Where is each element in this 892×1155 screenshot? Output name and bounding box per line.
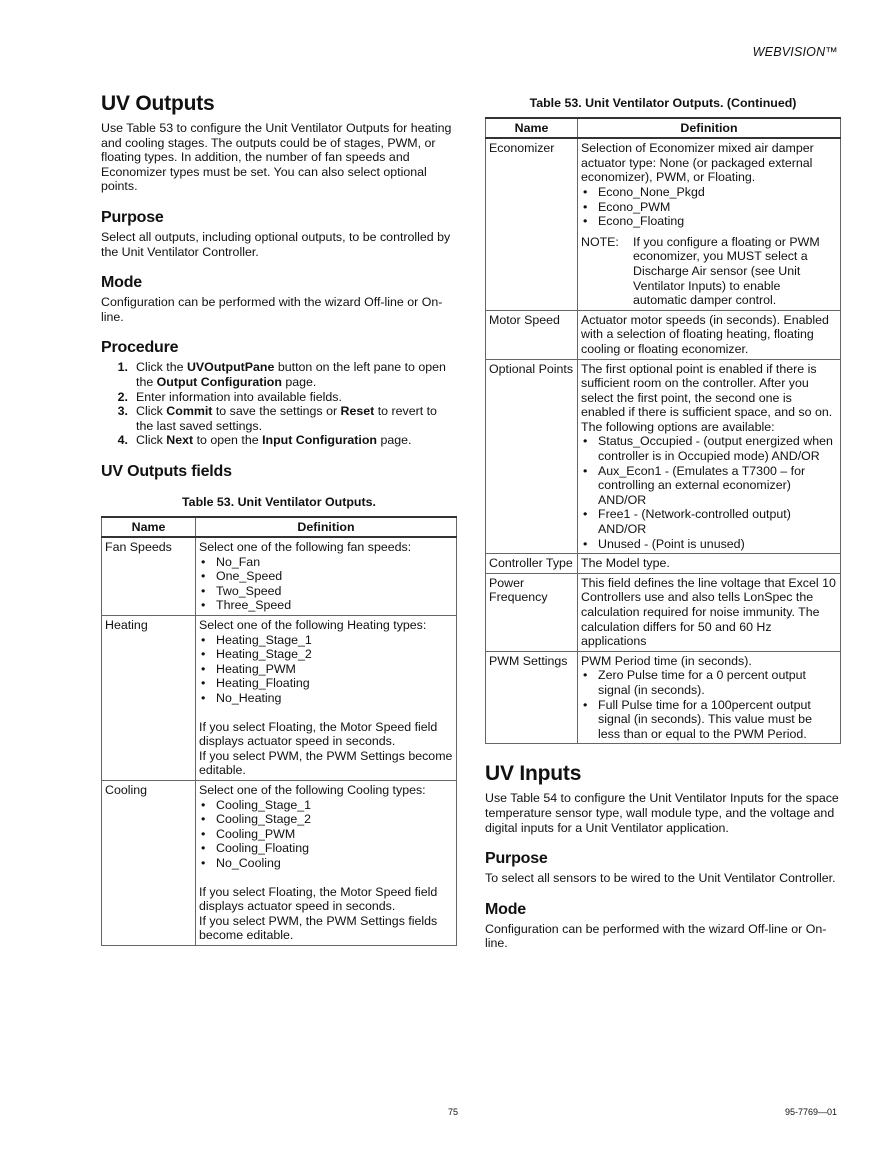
row-definition: [578, 651, 841, 744]
row-name: Cooling: [102, 781, 196, 946]
step-number: 2.: [117, 389, 128, 404]
procedure-step: [101, 360, 457, 389]
mode-text: Configuration can be performed with the wizard Off-line or On-line.: [101, 295, 443, 324]
row-name: PWM Settings: [486, 651, 578, 744]
option-list: [199, 555, 453, 613]
column-header-name: Name: [486, 118, 578, 139]
option-list: [581, 434, 837, 551]
section-title-uv-outputs: UV Outputs: [101, 92, 215, 115]
column-header-definition: Definition: [578, 118, 841, 139]
procedure-step: [101, 404, 457, 433]
option-item: • No_Heating: [199, 691, 453, 706]
option-item: • Heating_Stage_1: [199, 633, 453, 648]
row-name: Economizer: [486, 138, 578, 310]
table-row: [486, 310, 841, 359]
definition-lead: Select one of the following Heating types:: [199, 618, 427, 633]
left-column: [101, 92, 457, 946]
step-text-part: to revert to the last saved settings.: [136, 404, 437, 433]
inputs-mode-heading: Mode: [485, 900, 526, 918]
row-name: Optional Points: [486, 359, 578, 554]
step-text: [136, 433, 457, 448]
table-row: [486, 573, 841, 651]
option-item: • Cooling_PWM: [199, 827, 453, 842]
fields-heading: UV Outputs fields: [101, 462, 232, 480]
table-caption: Table 53. Unit Ventilator Outputs.: [182, 494, 376, 509]
option-item: • Status_Occupied - (output energized when controller is in Occupied mode) AND/OR: [581, 434, 837, 463]
procedure-list: [101, 360, 457, 448]
option-list: [581, 668, 837, 741]
option-item: • Cooling_Floating: [199, 841, 453, 856]
step-bold-term: Output Configuration: [156, 374, 282, 389]
step-bold-term: Input Configuration: [262, 433, 377, 448]
note-block: [581, 235, 837, 308]
option-item: • No_Fan: [199, 555, 453, 570]
option-item: • No_Cooling: [199, 856, 453, 871]
step-text-part: Click: [136, 433, 167, 448]
note-label: NOTE:: [581, 234, 619, 249]
row-name: Power Frequency: [486, 573, 578, 651]
inputs-mode-text: Configuration can be performed with the wizard Off-line or On-line.: [485, 921, 827, 951]
option-item: • Two_Speed: [199, 584, 453, 599]
option-item: • Three_Speed: [199, 598, 453, 613]
step-bold-term: Commit: [166, 404, 213, 419]
inputs-purpose-heading: Purpose: [485, 850, 548, 868]
row-definition: This field defines the line voltage that Excel 10 Controllers use and also tells LonSpec the calculation required for noise immunity. The calculation differs for 50 and 60 Hz applications: [578, 573, 841, 651]
table-row: [102, 616, 457, 781]
definition-lead: Selection of Economizer mixed air damper actuator type: None (or packaged external economizer), PWM, or Floating.: [581, 141, 814, 185]
row-name: Fan Speeds: [102, 537, 196, 615]
uv-inputs-intro: Use Table 54 to configure the Unit Ventilator Inputs for the space temperature sensor type, wall module type, and the voltage and digital inputs for a Unit Ventilator application.: [485, 791, 839, 835]
row-definition: [578, 359, 841, 554]
document-code: 95-7769—01: [784, 1107, 837, 1117]
section-title-uv-inputs: UV Inputs: [485, 762, 582, 786]
step-number: 4.: [117, 433, 128, 448]
row-definition: The Model type.: [578, 554, 841, 574]
option-item: • Full Pulse time for a 100percent output signal (in seconds). This value must be less than or equal to the PWM Period.: [581, 698, 837, 742]
table-row: [486, 138, 841, 310]
note-text: If you configure a floating or PWM economizer, you MUST select a Discharge Air sensor (see Unit Ventilator Inputs) to enable automatic damper control.: [633, 234, 820, 308]
step-bold-term: Next: [166, 433, 194, 448]
option-list: [581, 185, 837, 229]
table-header-row: [102, 517, 457, 538]
step-text-part: to save the settings or: [212, 404, 341, 419]
definition-note: If you select Floating, the Motor Speed field displays actuator speed in seconds.: [199, 719, 438, 749]
procedure-step: [101, 390, 457, 405]
purpose-heading: Purpose: [101, 208, 164, 226]
outputs-table-continued: [485, 117, 841, 745]
table-row: [486, 651, 841, 744]
purpose-text: Select all outputs, including optional outputs, to be controlled by the Unit Ventilator Controller.: [101, 229, 451, 259]
step-number: 1.: [117, 360, 128, 375]
row-name: Heating: [102, 616, 196, 781]
table-caption-continued: Table 53. Unit Ventilator Outputs. (Continued): [529, 96, 797, 110]
definition-lead: The first optional point is enabled if there is sufficient room on the controller. After you select the first point, the second one is enabled if there is sufficient space, and so on.: [581, 361, 833, 420]
table-row: [486, 554, 841, 574]
step-text: [136, 404, 457, 433]
row-definition: [196, 537, 457, 615]
definition-lead: Select one of the following fan speeds:: [199, 540, 412, 555]
option-item: • Aux_Econ1 - (Emulates a T7300 – for controlling an external economizer) AND/OR: [581, 464, 837, 508]
row-definition: Actuator motor speeds (in seconds). Enabled with a selection of floating heating, floating cooling or floating economizer.: [578, 310, 841, 359]
option-item: • Heating_Stage_2: [199, 647, 453, 662]
option-item: • One_Speed: [199, 569, 453, 584]
row-name: Controller Type: [486, 554, 578, 574]
option-item: • Free1 - (Network-controlled output) AND/OR: [581, 507, 837, 536]
option-list: [199, 633, 453, 706]
table-row: [102, 781, 457, 946]
row-name: Motor Speed: [486, 310, 578, 359]
option-item: • Heating_Floating: [199, 676, 453, 691]
step-text: [136, 360, 457, 389]
definition-note: If you select PWM, the PWM Settings fields become editable.: [199, 913, 438, 943]
option-list: [199, 798, 453, 871]
definition-note: If you select Floating, the Motor Speed field displays actuator speed in seconds.: [199, 884, 438, 914]
definition-lead: PWM Period time (in seconds).: [581, 653, 752, 668]
option-item: • Heating_PWM: [199, 662, 453, 677]
procedure-heading: Procedure: [101, 339, 179, 357]
right-column: [485, 92, 841, 951]
step-text-part: page.: [281, 374, 317, 389]
option-item: • Cooling_Stage_2: [199, 812, 453, 827]
option-item: • Unused - (Point is unused): [581, 537, 837, 552]
spacer: [199, 871, 453, 885]
option-item: • Econo_PWM: [581, 200, 837, 215]
procedure-step: [101, 433, 457, 448]
row-definition: [578, 138, 841, 310]
step-text-part: to open the: [193, 433, 263, 448]
definition-lead: Select one of the following Cooling types:: [199, 783, 426, 797]
option-item: • Econo_Floating: [581, 214, 837, 229]
column-header-name: Name: [102, 517, 196, 538]
table-row: [102, 537, 457, 615]
definition-note: If you select PWM, the PWM Settings become editable.: [199, 748, 453, 778]
option-item: • Zero Pulse time for a 0 percent output signal (in seconds).: [581, 668, 837, 697]
step-bold-term: UVOutputPane: [186, 360, 275, 375]
page-number: 75: [448, 1107, 459, 1117]
uv-outputs-intro: Use Table 53 to configure the Unit Ventilator Outputs for heating and cooling stages. The outputs could be of stages, PWM, or floating types. In addition, the number of fan speeds and Economizer types must be set. You can also select optional points.: [101, 121, 452, 194]
option-item: • Cooling_Stage_1: [199, 798, 453, 813]
outputs-table: [101, 516, 457, 946]
spacer: [199, 706, 453, 720]
row-definition: [196, 781, 457, 946]
step-text-part: Click the: [136, 360, 187, 375]
option-item: • Econo_None_Pkgd: [581, 185, 837, 200]
step-text-part: button on the left pane to open the: [136, 360, 446, 389]
definition-lead: The following options are available:: [581, 419, 775, 434]
inputs-purpose-text: To select all sensors to be wired to the Unit Ventilator Controller.: [485, 871, 836, 886]
row-definition: [196, 616, 457, 781]
mode-heading: Mode: [101, 274, 142, 292]
table-header-row: [486, 118, 841, 139]
step-number: 3.: [117, 404, 128, 419]
step-text-part: Click: [136, 404, 167, 419]
running-header: WEBVISION™: [752, 45, 838, 59]
step-text: Enter information into available fields.: [136, 389, 342, 404]
table-row: [486, 359, 841, 554]
step-bold-term: Reset: [340, 404, 375, 419]
column-header-definition: Definition: [196, 517, 457, 538]
step-text-part: page.: [377, 433, 412, 448]
